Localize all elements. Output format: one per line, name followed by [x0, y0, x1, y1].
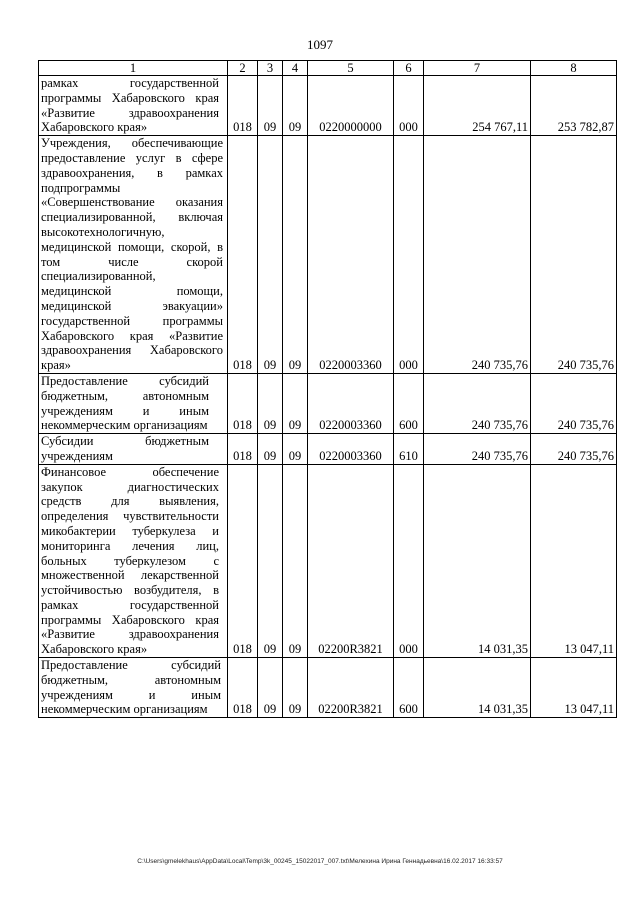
row-name: рамках государственной программы Хабаровского края «Развитие здравоохранения Хабаровского края» [41, 76, 219, 135]
table-row [39, 464, 617, 657]
file-path-footer: C:\Users\gmelekhaus\AppData\Local\Temp\3k_00245_15022017_007.txt\Мелехина Ирина Геннадьевна\16.02.2017 16:33:57 [137, 858, 503, 865]
table-row [39, 76, 617, 136]
target-article-cell: 0220003360 [308, 434, 394, 465]
target-article-cell: 0220003360 [308, 373, 394, 433]
admin-code-cell: 018 [228, 76, 258, 136]
section-code-cell: 09 [258, 658, 283, 718]
amount-col8-cell: 240 735,76 [531, 136, 617, 374]
subsection-code-cell: 09 [283, 434, 308, 465]
admin-code-cell: 018 [228, 136, 258, 374]
page-number: 1097 [307, 37, 333, 52]
subsection-code-cell: 09 [283, 136, 308, 374]
row-name-cell [39, 464, 228, 657]
section-code-cell: 09 [258, 464, 283, 657]
table-row [39, 373, 617, 433]
expense-type-cell: 000 [394, 464, 424, 657]
column-header-6: 6 [394, 61, 424, 76]
section-code-cell: 09 [258, 373, 283, 433]
column-header-7: 7 [424, 61, 531, 76]
row-name-cell [39, 658, 228, 718]
amount-col7-cell: 240 735,76 [424, 136, 531, 374]
amount-col7-cell: 240 735,76 [424, 434, 531, 465]
table-row [39, 658, 617, 718]
amount-col8-cell: 253 782,87 [531, 76, 617, 136]
row-name: Предоставление субсидий бюджетным, автономным учреждениям и иным некоммерческим организациям [41, 373, 209, 433]
amount-col8-cell: 13 047,11 [531, 658, 617, 718]
amount-col8-cell: 240 735,76 [531, 434, 617, 465]
row-name: Субсидии бюджетным учреждениям [41, 434, 209, 463]
amount-col8-cell: 13 047,11 [531, 464, 617, 657]
amount-col7-cell: 14 031,35 [424, 464, 531, 657]
subsection-code-cell: 09 [283, 373, 308, 433]
column-header-1: 1 [39, 61, 228, 76]
subsection-code-cell: 09 [283, 658, 308, 718]
admin-code-cell: 018 [228, 373, 258, 433]
amount-col7-cell: 14 031,35 [424, 658, 531, 718]
target-article-cell: 02200R3821 [308, 464, 394, 657]
admin-code-cell: 018 [228, 464, 258, 657]
row-name: Финансовое обеспечение закупок диагностических средств для выявления, определения чувствительности микобактерии туберкулеза и мониторинга лечения лиц, больных туберкулезом с множественной лекарственной устойчивостью возбудителя, в рамках государственной программы Хабаровского края «Развитие здравоохранения Хабаровского края» [41, 464, 219, 657]
target-article-cell: 0220003360 [308, 136, 394, 374]
column-header-8: 8 [531, 61, 617, 76]
row-name-cell [39, 434, 228, 465]
row-name: Учреждения, обеспечивающие предоставление услуг в сфере здравоохранения, в рамках подпрограммы «Совершенствование оказания специализированной, включая высокотехнологичную, медицинской помощи, скорой, в том числе скорой специализированной, медицинской помощи, медицинской эвакуации» государственной программы Хабаровского края «Развитие здравоохранения Хабаровского края» [41, 136, 223, 373]
expense-type-cell: 610 [394, 434, 424, 465]
expense-type-cell: 000 [394, 136, 424, 374]
row-name-cell [39, 136, 228, 374]
admin-code-cell: 018 [228, 658, 258, 718]
column-header-5: 5 [308, 61, 394, 76]
budget-table [38, 60, 617, 718]
section-code-cell: 09 [258, 434, 283, 465]
section-code-cell: 09 [258, 136, 283, 374]
column-header-2: 2 [228, 61, 258, 76]
table-row [39, 434, 617, 465]
amount-col8-cell: 240 735,76 [531, 373, 617, 433]
target-article-cell: 0220000000 [308, 76, 394, 136]
amount-col7-cell: 254 767,11 [424, 76, 531, 136]
row-name: Предоставление субсидий бюджетным, автономным учреждениям и иным некоммерческим организациям [41, 658, 221, 717]
amount-col7-cell: 240 735,76 [424, 373, 531, 433]
admin-code-cell: 018 [228, 434, 258, 465]
column-header-3: 3 [258, 61, 283, 76]
subsection-code-cell: 09 [283, 464, 308, 657]
expense-type-cell: 000 [394, 76, 424, 136]
section-code-cell: 09 [258, 76, 283, 136]
column-number-row [39, 61, 617, 76]
expense-type-cell: 600 [394, 658, 424, 718]
target-article-cell: 02200R3821 [308, 658, 394, 718]
row-name-cell [39, 76, 228, 136]
row-name-cell [39, 373, 228, 433]
table-row [39, 136, 617, 374]
column-header-4: 4 [283, 61, 308, 76]
subsection-code-cell: 09 [283, 76, 308, 136]
expense-type-cell: 600 [394, 373, 424, 433]
